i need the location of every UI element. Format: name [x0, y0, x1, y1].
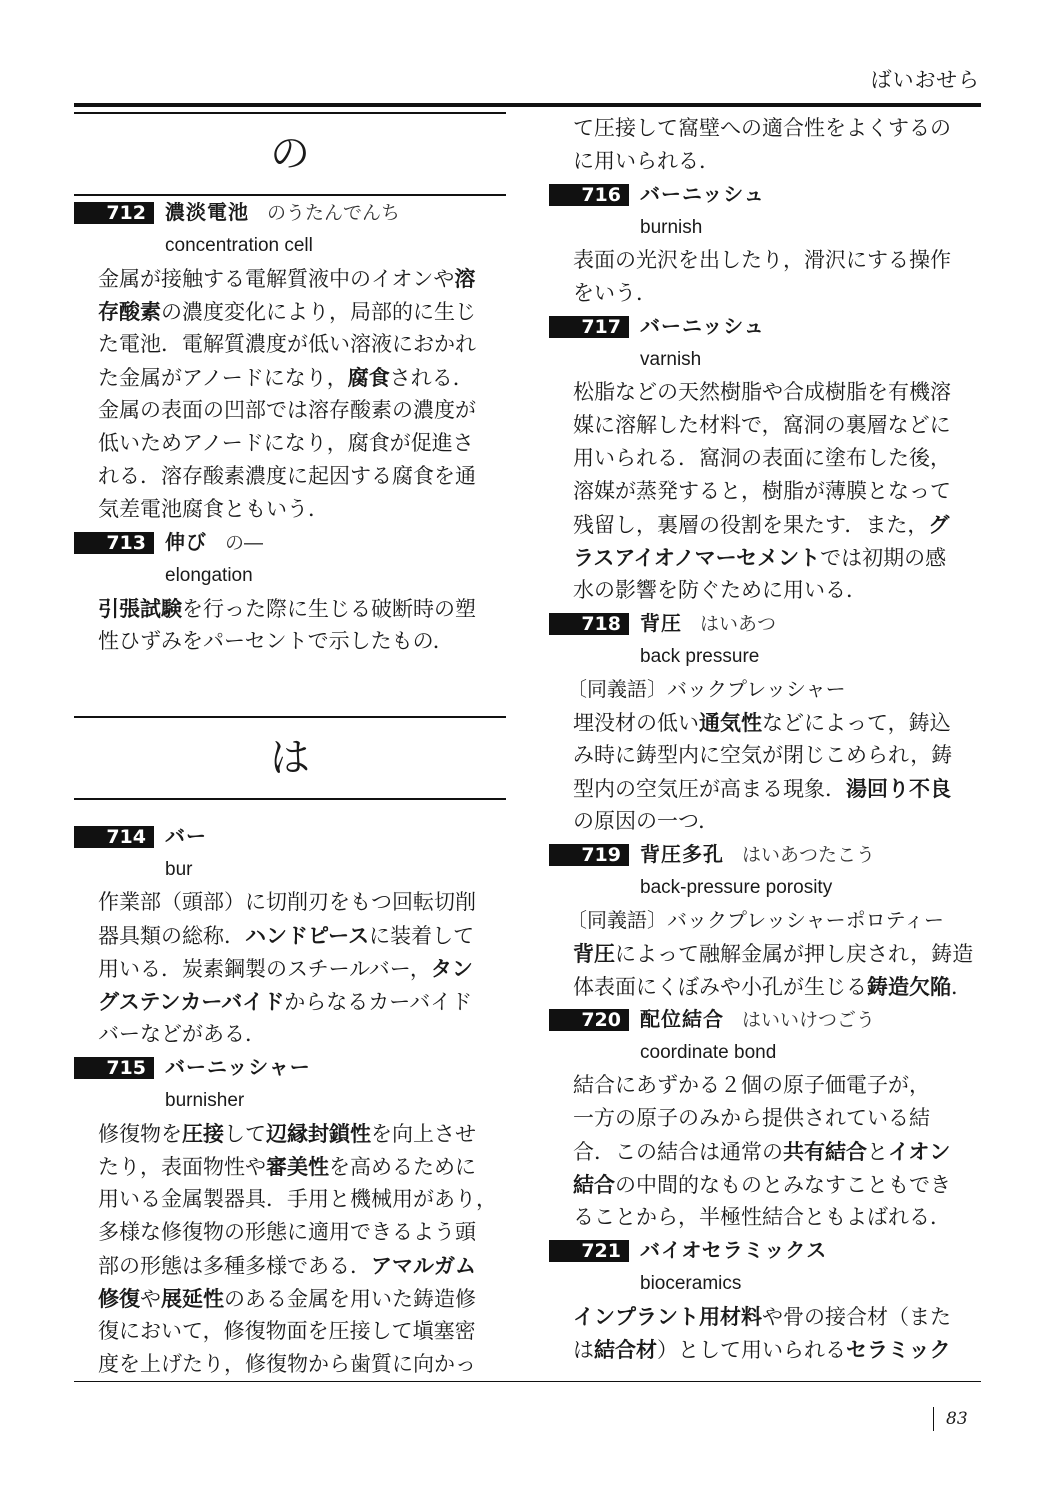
bold-term: グステンカーバイド — [98, 989, 285, 1014]
entry-term: バーニッシャー — [165, 1055, 311, 1079]
definition-line — [573, 244, 981, 277]
header-rule — [74, 103, 981, 107]
definition-line — [573, 574, 981, 607]
definition-line — [573, 475, 981, 508]
text-run: を高めるために — [329, 1155, 476, 1179]
text-run: に用いられる． — [573, 149, 720, 173]
text-run: た金属がアノードになり， — [98, 366, 348, 390]
bold-term: グ — [928, 512, 950, 537]
entry-number: 719 — [549, 844, 629, 866]
left-column — [74, 112, 506, 1381]
entry-number: 714 — [74, 826, 154, 848]
entry-definition — [549, 376, 981, 607]
text-run: 一方の原子のみから提供されている結 — [573, 1106, 930, 1130]
text-run: や — [140, 1287, 161, 1311]
text-run: 残留し，裏層の役割を果たす．また， — [573, 513, 929, 537]
definition-line — [573, 508, 981, 541]
definition-line — [98, 295, 506, 328]
bold-term: 引張試験 — [98, 596, 182, 621]
definition-line — [98, 1282, 506, 1315]
text-run: 低いためアノードになり，腐食が促進さ — [98, 431, 474, 455]
bold-term: 結合 — [573, 1172, 615, 1197]
bold-term: ハンドピース — [245, 923, 370, 948]
definition-line — [98, 1216, 506, 1249]
definition-line — [98, 394, 506, 427]
entry-definition — [74, 592, 506, 658]
definition-line — [573, 970, 981, 1003]
text-run: 溶媒が蒸発すると，樹脂が薄膜となって — [573, 479, 951, 503]
entry-term: 配位結合 はいいけつごう — [640, 1007, 876, 1031]
entry-717 — [549, 310, 981, 607]
text-run: 部の形態は多種多様である． — [98, 1254, 371, 1278]
bold-term: 結合材 — [594, 1337, 657, 1362]
text-run: れる．溶存酸素濃度に起因する腐食を通 — [98, 464, 476, 488]
text-run: のある金属を用いた鋳造修 — [224, 1287, 476, 1311]
text-run: を向上させ — [371, 1122, 476, 1146]
bold-term: タン — [430, 956, 473, 981]
definition-line — [98, 919, 506, 952]
bold-term: イオン — [888, 1139, 951, 1164]
entry-definition-continued — [549, 112, 981, 178]
entry-header — [74, 1051, 506, 1084]
definition-line — [98, 493, 506, 526]
text-run: み時に鋳型内に空気が閉じこめられ，鋳 — [573, 743, 953, 767]
entry-number: 716 — [549, 184, 629, 206]
definition-line — [98, 1348, 506, 1381]
definition-line — [98, 592, 506, 625]
entry-header — [549, 310, 981, 343]
text-run: によって融解金属が押し戻され，鋳造 — [615, 942, 974, 966]
entry-definition — [549, 706, 981, 838]
entry-english: concentration cell — [165, 235, 313, 256]
text-run: 多様な修復物の形態に適用できるよう頭 — [98, 1220, 476, 1244]
text-run: して — [224, 1122, 266, 1146]
entry-reading: はいあつたこう — [742, 844, 876, 866]
definition-line — [573, 1168, 981, 1201]
footer-rule — [74, 1381, 981, 1382]
entry-definition — [74, 262, 506, 526]
entry-718 — [549, 607, 981, 838]
definition-line — [573, 442, 981, 475]
entry-header — [74, 820, 506, 853]
entry-definition — [549, 1069, 981, 1234]
entry-reading: の― — [225, 532, 264, 554]
bold-term: 圧接 — [182, 1121, 224, 1146]
entry-716 — [549, 178, 981, 310]
entry-number: 717 — [549, 316, 629, 338]
entry-header — [549, 178, 981, 211]
entry-term: 背圧多孔 はいあつたこう — [640, 842, 876, 866]
text-run: て圧接して窩壁への適合性をよくするの — [573, 116, 951, 140]
entry-english: bur — [165, 859, 193, 880]
text-run: 松脂などの天然樹脂や合成樹脂を有機溶 — [573, 380, 951, 404]
entry-english: varnish — [640, 349, 702, 370]
definition-line — [573, 1201, 981, 1234]
text-run: 復において，修復物面を圧接して塡塞密 — [98, 1319, 476, 1343]
entry-synonym: 〔同義語〕バックプレッシャー — [567, 677, 846, 701]
text-run: の原因の一つ． — [573, 809, 720, 833]
text-run: ． — [951, 975, 972, 999]
entry-719 — [549, 838, 981, 1003]
bold-term: 審美性 — [266, 1154, 329, 1179]
entry-712 — [74, 196, 506, 526]
page-number: 83 — [933, 1407, 968, 1431]
text-run: と — [867, 1140, 888, 1164]
bold-term: ラスアイオノマーセメント — [573, 545, 821, 570]
text-run: では初期の感 — [820, 546, 947, 570]
definition-line — [98, 1183, 506, 1216]
text-run: バーなどがある． — [98, 1022, 266, 1046]
definition-line — [98, 1249, 506, 1282]
text-run: 結合にあずかる２個の原子価電子が， — [573, 1073, 930, 1097]
entry-term: 背圧 はいあつ — [640, 611, 777, 635]
text-run: される． — [389, 366, 474, 390]
text-run: に装着して — [369, 924, 475, 948]
text-run: の中間的なものとみなすこともでき — [615, 1173, 951, 1197]
entry-reading: はいいけつごう — [742, 1009, 876, 1031]
bold-term: 修復 — [98, 1286, 140, 1311]
text-run: 水の影響を防ぐために用いる． — [573, 578, 867, 602]
entry-english: back-pressure porosity — [640, 877, 833, 898]
text-run: 金属の表面の凹部では溶存酸素の濃度が — [98, 398, 476, 422]
definition-line — [98, 328, 506, 361]
entry-713 — [74, 526, 506, 658]
entry-714 — [74, 820, 506, 1051]
text-run: 合．この結合は通常の — [573, 1140, 783, 1164]
definition-line — [98, 361, 506, 394]
entry-term: 濃淡電池 のうたんでんち — [165, 200, 401, 224]
section-heading-ha — [74, 716, 506, 800]
entry-term: バーニッシュ — [640, 314, 765, 338]
section-kana: は — [270, 735, 310, 781]
text-run: や骨の接合材（また — [762, 1305, 951, 1329]
definition-line — [573, 1135, 981, 1168]
definition-line — [98, 427, 506, 460]
text-run: などによって，鋳込 — [762, 711, 951, 735]
text-run: 型内の空気圧が高まる現象． — [573, 777, 846, 801]
text-run: 表面の光沢を出したり，滑沢にする操作 — [573, 248, 951, 272]
entry-english: coordinate bond — [640, 1042, 777, 1063]
entry-reading: はいあつ — [700, 613, 777, 635]
definition-line — [573, 772, 981, 805]
text-run: 埋没材の低い — [573, 711, 699, 735]
definition-line — [573, 376, 981, 409]
definition-line — [98, 262, 506, 295]
entry-term: バーニッシュ — [640, 182, 765, 206]
bold-term: 腐食 — [347, 365, 390, 390]
text-run: たり，表面物性や — [98, 1155, 266, 1179]
bold-term: セラミック — [846, 1337, 951, 1362]
bold-term: 通気性 — [699, 710, 762, 735]
bold-term: アマルガム — [371, 1253, 476, 1278]
text-run: ることから，半極性結合ともよばれる． — [573, 1205, 951, 1229]
definition-line — [573, 706, 981, 739]
entry-term: バー — [165, 824, 207, 848]
definition-line — [573, 541, 981, 574]
text-run: の濃度変化により，局部的に生じ — [161, 300, 476, 324]
entry-number: 713 — [74, 532, 154, 554]
bold-term: インプラント用材料 — [573, 1304, 762, 1329]
text-run: は — [573, 1338, 594, 1362]
entry-header — [549, 1234, 981, 1267]
entry-english: elongation — [165, 565, 253, 586]
section-kana: の — [270, 131, 310, 177]
definition-line — [573, 805, 981, 838]
entry-header — [74, 196, 506, 229]
entry-english: burnisher — [165, 1090, 245, 1111]
definition-line — [573, 1069, 981, 1102]
entry-definition — [549, 244, 981, 310]
text-run: 媒に溶解した材料で，窩洞の裏層などに — [573, 413, 951, 437]
running-title: ばいおせら — [870, 68, 980, 92]
definition-line — [573, 1300, 981, 1333]
right-column — [549, 112, 981, 1366]
definition-line — [573, 277, 981, 310]
definition-line — [573, 739, 981, 772]
entry-number: 712 — [74, 202, 154, 224]
bold-term: 背圧 — [573, 941, 615, 966]
definition-line — [573, 112, 981, 145]
section-heading-no — [74, 112, 506, 196]
text-run: 用いる．炭素鋼製のスチールバー， — [98, 957, 431, 981]
entry-english: bioceramics — [640, 1273, 742, 1294]
bold-term: 辺縁封鎖性 — [266, 1121, 371, 1146]
entry-number: 715 — [74, 1057, 154, 1079]
text-run: 体表面にくぼみや小孔が生じる — [573, 975, 867, 999]
text-run: を行った際に生じる破断時の塑 — [182, 597, 476, 621]
text-run: 修復物を — [98, 1122, 182, 1146]
definition-line — [98, 1150, 506, 1183]
definition-line — [98, 886, 506, 919]
entry-header — [549, 607, 981, 640]
entry-715 — [74, 1051, 506, 1381]
bold-term: 存酸素 — [98, 299, 161, 324]
text-run: をいう． — [573, 281, 657, 305]
entry-definition — [549, 1300, 981, 1366]
definition-line — [573, 1333, 981, 1366]
definition-line — [98, 625, 506, 658]
definition-line — [573, 145, 981, 178]
entry-number: 721 — [549, 1240, 629, 1262]
text-run: 用いる金属製器具．手用と機械用があり， — [98, 1187, 497, 1211]
definition-line — [573, 937, 981, 970]
bold-term: 溶 — [454, 266, 476, 291]
bold-term: 展延性 — [161, 1286, 224, 1311]
bold-term: 共有結合 — [783, 1139, 867, 1164]
entry-term: バイオセラミックス — [640, 1238, 828, 1262]
entry-header — [549, 1003, 981, 1036]
entry-number: 718 — [549, 613, 629, 635]
text-run: 用いられる．窩洞の表面に塗布した後， — [573, 446, 951, 470]
text-run: た電池．電解質濃度が低い溶液におかれ — [98, 332, 476, 356]
definition-line — [98, 1018, 506, 1051]
text-run: ）として用いられる — [657, 1338, 846, 1362]
entry-720 — [549, 1003, 981, 1234]
entry-synonym: 〔同義語〕バックプレッシャーポロティー — [567, 908, 944, 932]
definition-line — [98, 952, 506, 985]
entry-english: burnish — [640, 217, 703, 238]
bold-term: 湯回り不良 — [846, 776, 951, 801]
text-run: 気差電池腐食ともいう． — [98, 497, 329, 521]
entry-english: back pressure — [640, 646, 760, 667]
entry-reading: のうたんでんち — [267, 202, 401, 224]
definition-line — [573, 409, 981, 442]
text-run: 金属が接触する電解質液中のイオンや — [98, 267, 455, 291]
entry-721 — [549, 1234, 981, 1366]
text-run: 器具類の総称． — [98, 924, 245, 948]
entry-header — [74, 526, 506, 559]
entry-term: 伸び の― — [165, 530, 264, 554]
entry-definition — [549, 937, 981, 1003]
entry-definition — [74, 886, 506, 1051]
definition-line — [98, 1315, 506, 1348]
bold-term: 鋳造欠陥 — [867, 974, 951, 999]
entry-number: 720 — [549, 1009, 629, 1031]
text-run: 度を上げたり，修復物から歯質に向かっ — [98, 1352, 476, 1376]
definition-line — [98, 985, 506, 1018]
text-run: からなるカーバイド — [284, 990, 473, 1014]
entry-header — [549, 838, 981, 871]
text-run: 作業部（頭部）に切削刃をもつ回転切削 — [98, 890, 476, 914]
text-run: 性ひずみをパーセントで示したもの． — [98, 629, 454, 653]
definition-line — [573, 1102, 981, 1135]
entry-definition — [74, 1117, 506, 1381]
definition-line — [98, 460, 506, 493]
definition-line — [98, 1117, 506, 1150]
